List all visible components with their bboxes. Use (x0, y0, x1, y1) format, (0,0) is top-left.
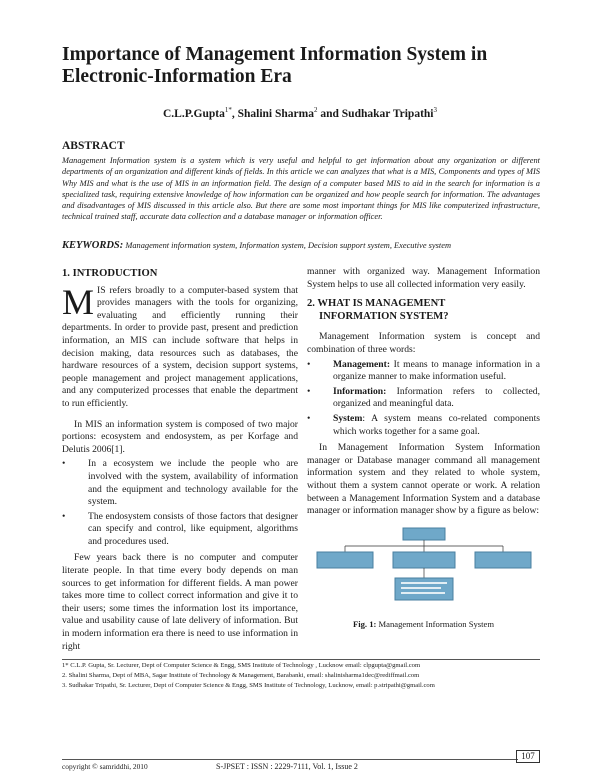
definition-text: Information refers to collected, organized and meaningful data. (333, 385, 540, 410)
author-2: , Shalini Sharma (231, 107, 314, 120)
continued-paragraph: manner with organized way. Management Information System helps to use all collected information very easily. (307, 266, 540, 290)
section-2-para-2: In Management Information System Information manager or Database manager command all management information system and they related to whole system, without them a system cannot operate or work. A relation between a Management Information System and a database manager or information manager show by a figure as below: (307, 442, 540, 517)
figure-label: Fig. 1: (352, 618, 377, 629)
footnote-1: 1* C.L.P. Gupta, Sr. Lecturer, Dept of Computer Science & Engg, SMS Institute of Technology , Lucknow email: clpgupta@gmail.com (62, 662, 421, 669)
section-2-para-1: Management Information system is concept and combination of three words: (307, 331, 540, 355)
term-system: System (333, 412, 363, 424)
section-2-heading (307, 298, 540, 323)
mis-figure (307, 524, 540, 614)
diagram-box-middle (393, 552, 455, 568)
abstract-heading: ABSTRACT (62, 140, 125, 152)
left-column (62, 268, 298, 653)
keywords-label: KEYWORDS: (62, 240, 124, 251)
definition-text: : A system means co-related components which works together for a same goal. (333, 412, 540, 437)
author-3: and Sudhakar Tripathi (317, 107, 434, 120)
list-item: • The endosystem consists of those factors that designer can specify and control, like equipment, algorithms and procedures used. (62, 511, 298, 549)
paper-title: Importance of Management Information System in Electronic-Information Era (62, 44, 488, 87)
list-item (307, 413, 540, 438)
ecosystem-list (62, 458, 298, 548)
definition-text: It means to manage information in a organize manner to make information useful. (333, 358, 540, 383)
author-2-mark: 2 (313, 106, 318, 114)
section-1-para-1 (62, 281, 298, 411)
term-management: Management: (333, 358, 391, 370)
section-2-heading-line-2: INFORMATION SYSTEM? (319, 310, 449, 322)
section-1-para-1-text: IS refers broadly to a computer-based system that provides managers with the tools for organizing, evaluating and efficiently running their departments. In order to provide past, present and prediction information, an MIS can include software that helps in decision making, data resources such as databases, the hardware resources of a system, decision support systems, people management and project management applications, and any computerized processes that enable the department to run efficiently. (62, 284, 298, 409)
keywords (62, 240, 540, 251)
right-column (307, 266, 540, 630)
footer-divider (62, 759, 518, 760)
abstract-text: Management Information system is a system which is very useful and helpful to get information about any organization or different departments of an organization and different kinds of fields. In this article we can analyzes that what is a MIS, Components and types of MIS Why MIS and what is the use of MIS in an information field. The design of a computer based MIS to aid in the search for information is a specialized task, requiring extensive knowledge of how information can be organized and how people search for information. The advantages and disadvantages of MIS discussed in this article also. But there are some most important things for MIS like computerized infrastructure, technical trained staff, accurate data collection and a database manager or information officer. (62, 156, 540, 222)
footnote-divider (62, 659, 540, 660)
journal-info: S-JPSET : ISSN : 2229-7111, Vol. 1, Issue 2 (216, 762, 358, 771)
author-list (0, 106, 600, 120)
diagram-box-right (475, 552, 531, 568)
author-3-mark: 3 (433, 106, 438, 114)
footnote-2: 2. Shalini Sharma, Dept of MBA, Sagar Institute of Technology & Management, Barabanki, email: shalinisharma1dec@rediffmail.com (62, 672, 420, 679)
list-item: • In a ecosystem we include the people who are involved with the system, availability of information and the equipment and technology available for the system. (62, 458, 298, 508)
footnote-3: 3. Sudhakar Tripathi, Sr. Lecturer, Dept of Computer Science & Engg, SMS Institute of Technology, Lucknow, email: p.stripathi@gmail.com (62, 682, 435, 689)
section-1-para-2: In MIS an information system is composed of two major portions: ecosystem and endosystem, as per Korfage and Delutis 2006[1]. (62, 418, 298, 455)
section-1-para-3: Few years back there is no computer and computer literate people. In that time every body depends on man sources to get information for different fields. A man power takes more time to collect correct information and give it to their users; some times the information lost its importance, value and usability cause of late delivery of information. But in modern information era there is need to use information in right (62, 552, 298, 652)
diagram-text-bar (401, 582, 447, 584)
author-1: C.L.P.Gupta (162, 107, 225, 120)
diagram-box-top (403, 528, 445, 540)
author-1-mark: 1* (224, 106, 232, 114)
section-1-heading: 1. INTRODUCTION (62, 268, 158, 279)
diagram-text-bar (401, 592, 445, 594)
mis-diagram (307, 524, 540, 614)
list-item (307, 359, 540, 384)
definition-list (307, 359, 540, 439)
figure-caption-text: Management Information System (376, 618, 495, 629)
diagram-box-left (317, 552, 373, 568)
term-information: Information: (333, 385, 387, 397)
copyright: copyright © samriddhi, 2010 (62, 762, 148, 771)
page-number: 107 (516, 750, 540, 763)
drop-cap: M (62, 281, 95, 322)
diagram-text-bar (401, 587, 441, 589)
figure-caption (307, 618, 540, 631)
section-2-heading-line-1: 2. WHAT IS MANAGEMENT (307, 298, 446, 310)
list-item (307, 386, 540, 411)
keywords-text: Management information system, Information system, Decision support system, Executive system (123, 241, 451, 250)
